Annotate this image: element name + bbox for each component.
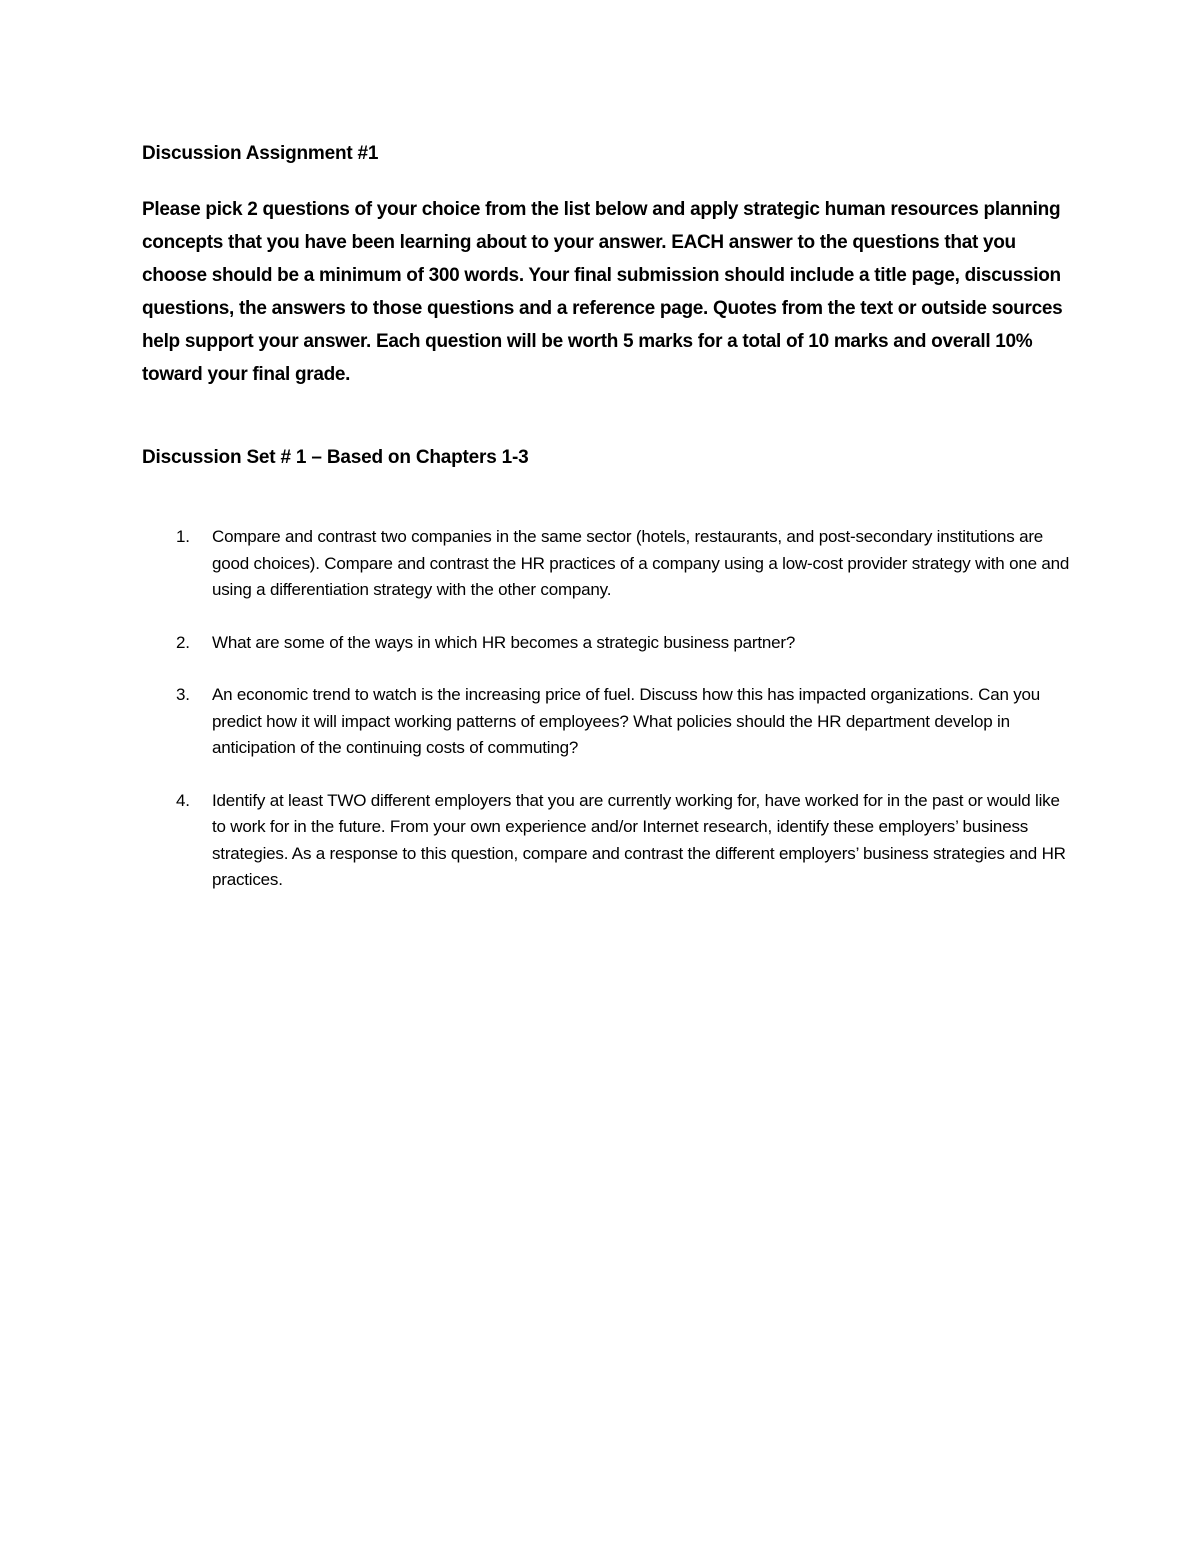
question-item bbox=[142, 630, 1072, 657]
question-text: Identify at least TWO different employers that you are currently working for, have worked for in the past or would like to work for in the future. From your own experience and/or Internet research, identify these employers’ business strategies. As a response to this question, compare and contrast the different employers’ business strategies and HR practices. bbox=[212, 790, 1066, 889]
question-number: 2. bbox=[176, 632, 190, 652]
question-text: What are some of the ways in which HR becomes a strategic business partner? bbox=[212, 632, 796, 652]
discussion-set-heading: Discussion Set # 1 – Based on Chapters 1-3 bbox=[142, 447, 529, 468]
assignment-instructions: Please pick 2 questions of your choice from the list below and apply strategic human resources planning concepts that you have been learning about to your answer. EACH answer to the questions that you choose should be a minimum of 300 words. Your final submission should include a title page, discussion questions, the answers to those questions and a reference page. Quotes from the text or outside sources help support your answer. Each question will be worth 5 marks for a total of 10 marks and overall 10% toward your final grade. bbox=[142, 199, 1063, 385]
question-item bbox=[142, 682, 1072, 762]
question-number: 3. bbox=[176, 685, 190, 704]
question-item bbox=[142, 524, 1072, 604]
question-item bbox=[142, 788, 1072, 894]
question-list bbox=[142, 524, 1072, 894]
question-number: 4. bbox=[176, 790, 190, 810]
question-number: 1. bbox=[176, 527, 190, 546]
document-title: Discussion Assignment #1 bbox=[142, 143, 379, 164]
question-text: Compare and contrast two companies in the same sector (hotels, restaurants, and post-secondary institutions are good choices). Compare and contrast the HR practices of a company using a low-cost provider strategy with one and using a differentiation strategy with the other company. bbox=[212, 527, 1070, 599]
question-text: An economic trend to watch is the increasing price of fuel. Discuss how this has impacted organizations. Can you predict how it will impact working patterns of employees? What policies should the HR department develop in anticipation of the continuing costs of commuting? bbox=[212, 685, 1041, 757]
